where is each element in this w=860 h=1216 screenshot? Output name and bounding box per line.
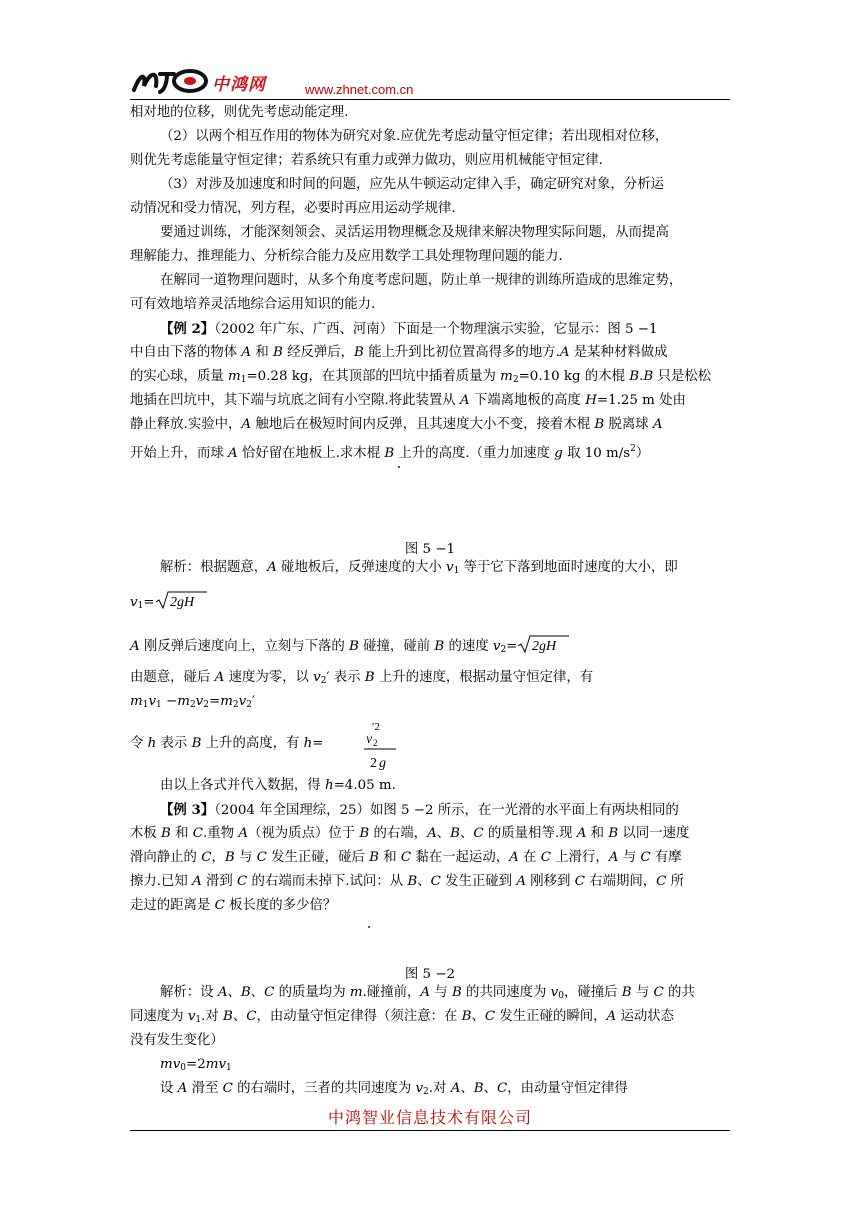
figure-placeholder-mark: [368, 926, 370, 928]
sqrt-icon: [517, 634, 569, 654]
paragraph-line: 解析：根据题意，A 碰地板后，反弹速度的大小 $v_1$ 等于它下落到地面时速度的大小，即: [160, 560, 678, 576]
formula: $v_1=$ 2gH: [130, 590, 730, 616]
paragraph-line: 由题意，碰后 A 速度为零，以 $v_2'$ 表示 B 上升的速度，根据动量守恒定律，有: [130, 670, 594, 686]
figure-caption: 图 5 −2: [404, 967, 456, 982]
paragraph-line: 则优先考虑能量守恒定律；若系统只有重力或弹力做功，则应用机械能守恒定律.: [130, 153, 603, 168]
paragraph-line: 动情况和受力情况，列方程，必要时再应用运动学规律.: [130, 201, 456, 216]
svg-text:′2: ′2: [372, 721, 380, 733]
paragraph-line: 的实心球，质量 $m_1=0.28$ kg，在其顶部的凹坑中插着质量为 $m_2=0.10$ kg 的木棍 B.B 只是松松: [130, 369, 712, 385]
svg-text:2gH: 2gH: [532, 639, 557, 654]
svg-text:v: v: [366, 732, 373, 747]
solution-label: 解析：: [160, 560, 201, 575]
paragraph-line: 擦力.已知 A 滑到 C 的右端而未掉下.试问：从 B、C 发生正碰到 A 刚移到 C 右端期间，C 所: [130, 874, 685, 889]
paragraph-line: 要通过训练，才能深刻领会、灵活运用物理概念及规律来解决物理实际问题，从而提高: [160, 225, 669, 240]
paragraph-line: 地插在凹坑中，其下端与坑底之间有小空隙.将此装置从 A 下端离地板的高度 H=1.25 m 处由: [130, 393, 686, 408]
paragraph-line: 同速度为 $v_1$.对 B、C，由动量守恒定律得（须注意：在 B、C 发生正碰的瞬间，A 运动状态: [130, 1009, 675, 1025]
svg-text:g: g: [379, 756, 386, 771]
formula: $mv_0=2mv_1$: [160, 1057, 232, 1073]
example-2-heading: [160, 319, 730, 340]
footer-divider: [130, 1130, 730, 1131]
fraction-formula: [362, 720, 402, 772]
svg-text:2: 2: [373, 738, 378, 748]
example-label: 【例 3】: [160, 802, 215, 818]
paragraph-line: （3）对涉及加速度和时间的问题，应先从牛顿运动定律入手，确定研究对象，分析运: [160, 177, 664, 192]
paragraph-line: A 刚反弹后速度向上，立刻与下落的 B 碰撞，碰前 B 的速度 $v_2=$ 2gH: [130, 634, 730, 660]
paragraph-line: 静止释放.实验中，A 触地后在极短时间内反弹，且其速度大小不变，接着木棍 B 脱离球 A: [130, 417, 663, 432]
paragraph-line: 没有发生变化）: [130, 1033, 224, 1048]
formula: 令 h 表示 B 上升的高度，有 h=: [130, 736, 324, 751]
paragraph-line: （2）以两个相互作用的物体为研究对象.应优先考虑动量守恒定律；若出现相对位移，: [160, 129, 669, 144]
formula: $m_1v_1 -m_2v_2=m_2v_2'$: [130, 694, 256, 710]
paragraph-line: 解析：设 A、B、C 的质量均为 m.碰撞前，A 与 B 的共同速度为 $v_0$，碰撞后 B 与 C 的共: [160, 985, 695, 1001]
example-source: （2004 年全国理综，25）如图 5 −2 所示，在一光滑的水平面上有两块相同的: [214, 803, 679, 818]
sqrt-icon: [155, 590, 207, 610]
paragraph-line: 开始上升，而球 A 恰好留在地板上.求木棍 B 上升的高度.（重力加速度 g 取 10 $m/s^2$）: [130, 444, 650, 461]
example-source: （2002 年广东、广西、河南）下面是一个物理演示实验，它显示：图 5 −1: [214, 322, 658, 337]
paragraph-line: 走过的距离是 C 板长度的多少倍？: [130, 898, 337, 913]
paragraph-line: 由以上各式并代入数据，得 h=4.05 m.: [160, 778, 396, 793]
paragraph-line: 木板 B 和 C.重物 A（视为质点）位于 B 的右端，A、B、C 的质量相等.现 A 和 B 以同一速度: [130, 826, 690, 841]
logo-text: 中鸿网: [212, 75, 266, 95]
paragraph-line: 相对地的位移，则优先考虑动能定理.: [130, 105, 349, 120]
header-divider: [130, 99, 730, 100]
paragraph-line: 理解能力、推理能力、分析综合能力及应用数学工具处理物理问题的能力.: [130, 249, 563, 264]
paragraph-line: 可有效地培养灵活地综合运用知识的能力.: [130, 297, 376, 312]
example-3-heading: [160, 800, 730, 821]
paragraph-line: 滑向静止的 C，B 与 C 发生正碰，碰后 B 和 C 黏在一起运动，A 在 C 上滑行，A 与 C 有摩: [130, 850, 682, 865]
header-url[interactable]: www.zhnet.com.cn: [305, 82, 414, 97]
paragraph-line: 设 A 滑至 C 的右端时，三者的共同速度为 $v_2$.对 A、B、C，由动量守恒定律得: [160, 1081, 628, 1097]
footer-company: 中鸿智业信息技术有限公司: [327, 1108, 532, 1127]
svg-text:2: 2: [370, 756, 377, 771]
figure-caption: 图 5 −1: [404, 542, 456, 557]
paragraph-line: 在解同一道物理问题时，从多个角度考虑问题，防止单一规律的训练所造成的思维定势，: [160, 273, 683, 288]
figure-placeholder-mark: [398, 466, 400, 468]
example-label: 【例 2】: [160, 321, 215, 337]
logo: [130, 64, 290, 96]
logo-mark-icon: [130, 64, 210, 96]
svg-text:2gH: 2gH: [169, 595, 194, 610]
paragraph-line: 中自由下落的物体 A 和 B 经反弹后，B 能上升到比初位置高得多的地方.A 是某种材料做成: [130, 345, 668, 360]
